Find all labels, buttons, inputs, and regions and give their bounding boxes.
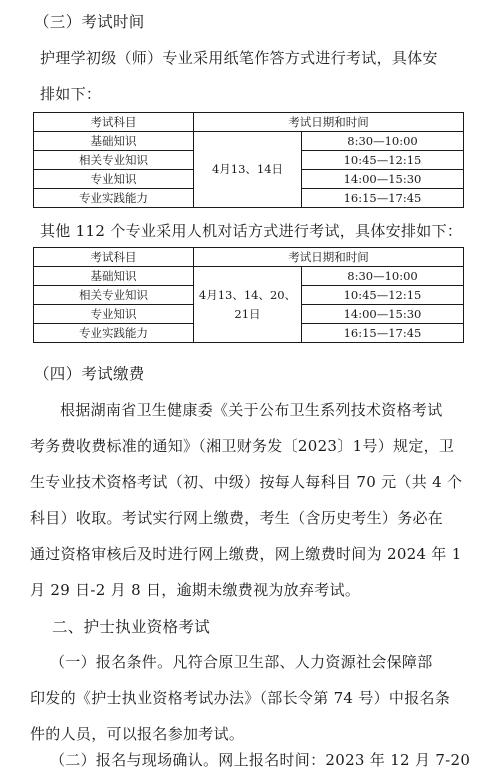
- time-cell: 10:45—12:15: [302, 286, 464, 305]
- header-datetime: 考试日期和时间: [194, 113, 464, 132]
- table-header-row: [34, 248, 464, 267]
- conditions-paragraph-line: 印发的《护士执业资格考试办法》（部长令第 74 号）中报名条: [30, 689, 451, 707]
- header-subject: 考试科目: [34, 248, 194, 267]
- time-cell: 14:00—15:30: [302, 170, 464, 189]
- time-cell: 16:15—17:45: [302, 324, 464, 343]
- time-cell: 8:30—10:00: [302, 267, 464, 286]
- subject-cell: 专业知识: [34, 305, 194, 324]
- table-row: [34, 267, 464, 286]
- registration-paragraph-line: （二）报名与现场确认。网上报名时间：2023 年 12 月 7-20: [50, 751, 471, 769]
- part-heading-nurse-exam: 二、护士执业资格考试: [52, 618, 211, 636]
- fee-paragraph-line: 月 29 日-2 月 8 日，逾期未缴费视为放弃考试。: [30, 581, 361, 599]
- time-cell: 14:00—15:30: [302, 305, 464, 324]
- subject-cell: 专业知识: [34, 170, 194, 189]
- time-cell: 8:30—10:00: [302, 132, 464, 151]
- fee-paragraph-line: 科目）收取。考试实行网上缴费，考生（含历史考生）务必在: [30, 509, 444, 527]
- subject-cell: 基础知识: [34, 132, 194, 151]
- paper-exam-schedule-table: [33, 112, 464, 208]
- subject-cell: 相关专业知识: [34, 151, 194, 170]
- fee-paragraph-line: 通过资格审核后及时进行网上缴费，网上缴费时间为 2024 年 1: [30, 545, 462, 563]
- subject-cell: 专业实践能力: [34, 189, 194, 208]
- paragraph-paper-exam-line-2: 排如下：: [40, 85, 102, 103]
- computer-exam-schedule-table: [33, 247, 464, 343]
- section-heading-exam-fee: （四）考试缴费: [34, 365, 145, 383]
- time-cell: 16:15—17:45: [302, 189, 464, 208]
- time-cell: 10:45—12:15: [302, 151, 464, 170]
- header-subject: 考试科目: [34, 113, 194, 132]
- paragraph-computer-exam: 其他 112 个专业采用人机对话方式进行考试，具体安排如下：: [40, 222, 463, 240]
- table-row: [34, 132, 464, 151]
- exam-date-cell: 4月13、14、20、 21日: [194, 267, 302, 343]
- paragraph-paper-exam-line-1: 护理学初级（师）专业采用纸笔作答方式进行考试，具体安: [40, 49, 438, 67]
- subject-cell: 基础知识: [34, 267, 194, 286]
- header-datetime: 考试日期和时间: [194, 248, 464, 267]
- table-header-row: [34, 113, 464, 132]
- conditions-paragraph-line: 件的人员，可以报名参加考试。: [30, 725, 245, 743]
- conditions-paragraph-line: （一）报名条件。凡符合原卫生部、人力资源社会保障部: [50, 653, 433, 671]
- fee-paragraph-line: 考务费收费标准的通知》（湘卫财务发〔2023〕1号）规定，卫: [30, 437, 455, 455]
- fee-paragraph-line: 生专业技术资格考试（初、中级）按每人每科目 70 元（共 4 个: [30, 473, 463, 491]
- subject-cell: 专业实践能力: [34, 324, 194, 343]
- subject-cell: 相关专业知识: [34, 286, 194, 305]
- section-heading-exam-time: （三）考试时间: [34, 13, 145, 31]
- exam-date-cell: 4月13、14日: [194, 132, 302, 208]
- fee-paragraph-line: 根据湖南省卫生健康委《关于公布卫生系列技术资格考试: [60, 401, 443, 419]
